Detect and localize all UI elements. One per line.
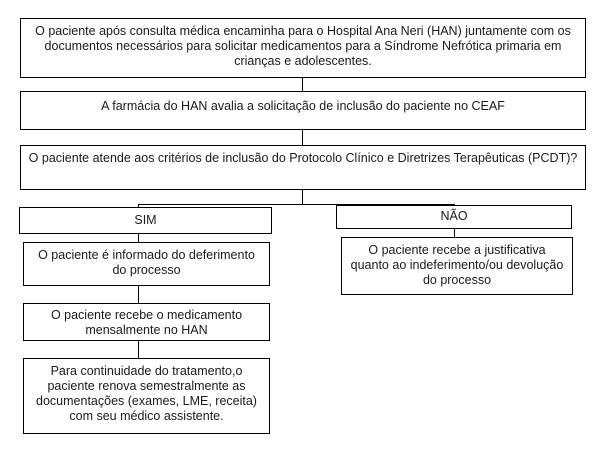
no-step-justification-box: [341, 237, 573, 295]
yes-step-approval-text: O paciente é informado do deferimento do processo: [38, 248, 255, 277]
step-referral-box: [20, 18, 586, 78]
connector-step3-branch-split: [302, 190, 303, 204]
branch-no-label-box: [336, 205, 572, 229]
yes-step-receive-medication-box: [23, 303, 270, 341]
no-step-justification-text: O paciente recebe a justificativa quanto ao indeferimento/ou devolução do processo: [350, 243, 564, 287]
connector-no-label-step1: [454, 229, 455, 237]
connector-step2-step3: [302, 130, 303, 145]
decision-pcdt-criteria-box: [20, 145, 586, 190]
decision-pcdt-criteria-text: O paciente atende aos critérios de inclusão do Protocolo Clínico e Diretrizes Terapêuticas (PCDT)?: [28, 151, 578, 165]
step-pharmacy-evaluation-text: A farmácia do HAN avalia a solicitação de inclusão do paciente no CEAF: [101, 99, 505, 113]
branch-yes-label: SIM: [134, 213, 157, 227]
yes-step-renewal-text: Para continuidade do tratamento,o paciente renova semestralmente as documentações (exames, LME, receita) com seu médico assistente.: [36, 364, 257, 423]
connector-yes-step2-step3: [138, 341, 139, 358]
branch-no-label: NÃO: [440, 209, 468, 223]
connector-yes-step1-step2: [138, 286, 139, 303]
yes-step-renewal-box: [23, 358, 270, 434]
yes-step-approval-box: [23, 242, 270, 286]
step-pharmacy-evaluation-box: [20, 91, 586, 130]
branch-yes-label-box: [19, 207, 272, 234]
connector-step1-step2: [302, 78, 303, 91]
step-referral-text: O paciente após consulta médica encaminha para o Hospital Ana Neri (HAN) juntamente com os documentos necessários para solicitar medicamentos para a Síndrome Nefrótica primaria em crianças e adolescentes.: [35, 24, 571, 68]
yes-step-receive-medication-text: O paciente recebe o medicamento mensalmente no HAN: [50, 308, 243, 337]
connector-yes-label-step1: [138, 234, 139, 242]
